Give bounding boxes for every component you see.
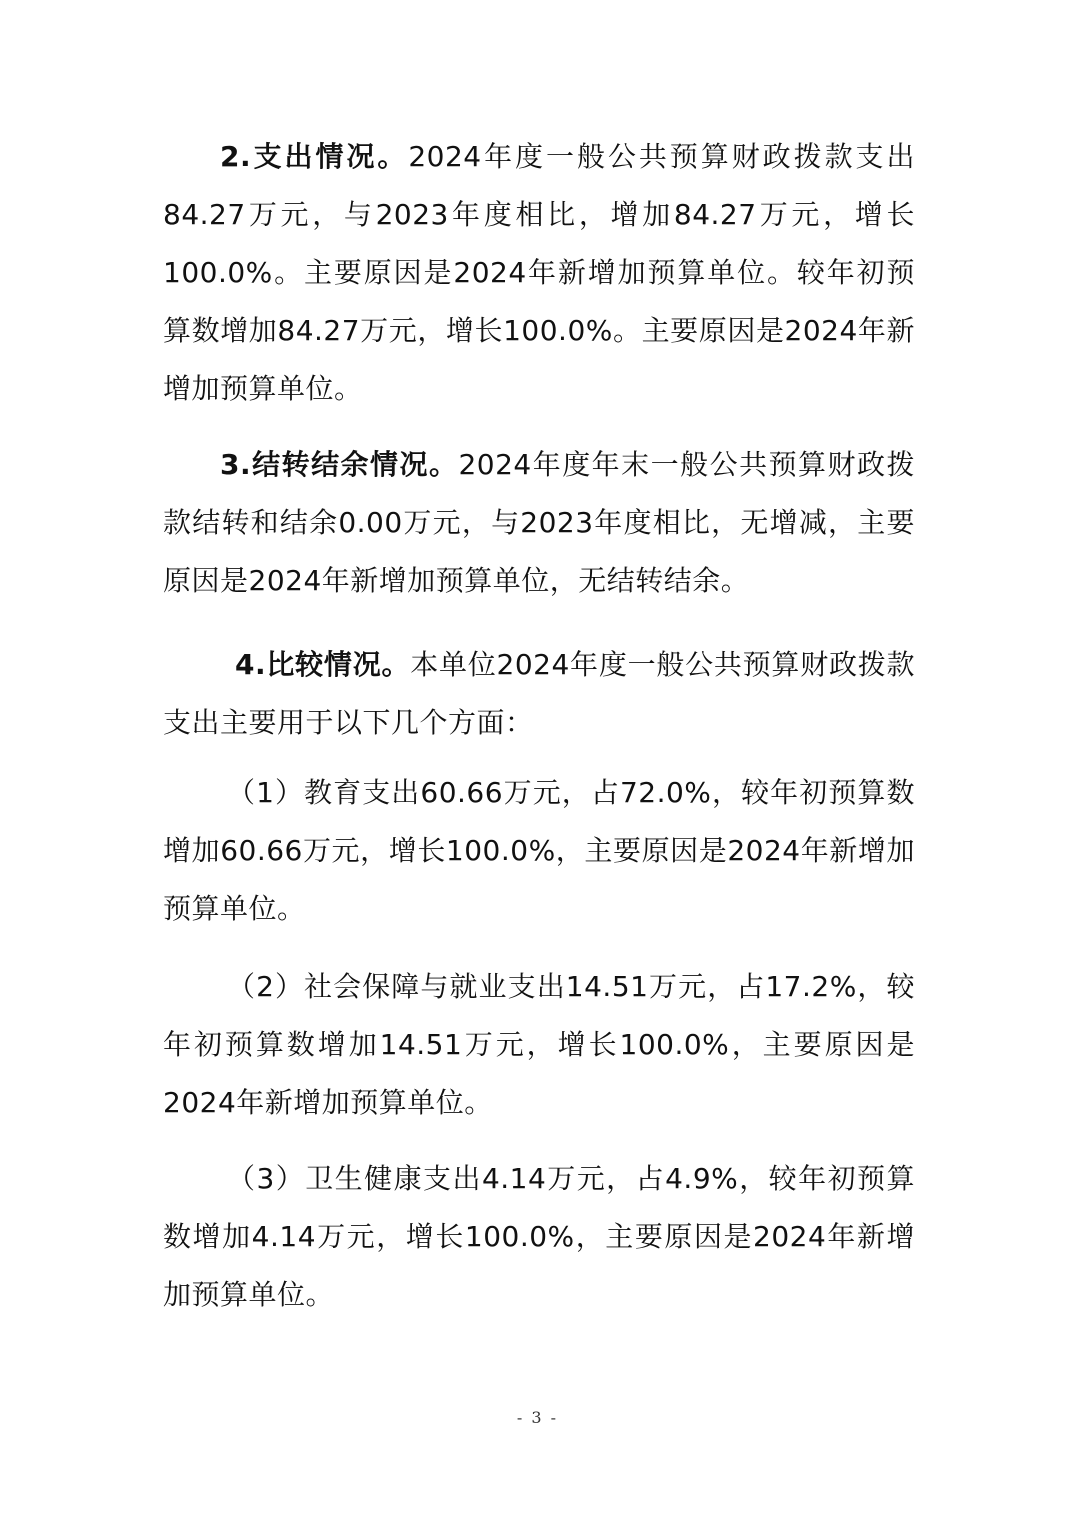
paragraph-item-health: （3）卫生健康支出4.14万元，占4.9%，较年初预算数增加4.14万元，增长100.0%，主要原因是2024年新增加预算单位。 (163, 1162, 915, 1311)
paragraph-carryover (163, 436, 915, 610)
paragraph-expenditure (163, 128, 915, 418)
paragraph-item-education: （1）教育支出60.66万元，占72.0%，较年初预算数增加60.66万元，增长100.0%，主要原因是2024年新增加预算单位。 (163, 776, 915, 925)
body-expenditure: 2024年度一般公共预算财政拨款支出84.27万元，与2023年度相比，增加84.27万元，增长100.0%。主要原因是2024年新增加预算单位。较年初预算数增加84.27万元，增长100.0%。主要原因是2024年新增加预算单位。 (163, 140, 915, 405)
body-carryover: 2024年度年末一般公共预算财政拨款结转和结余0.00万元，与2023年度相比，无增减，主要原因是2024年新增加预算单位，无结转结余。 (163, 448, 916, 597)
heading-expenditure: 2.支出情况。 (220, 140, 409, 173)
paragraph-item-social-security: （2）社会保障与就业支出14.51万元，占17.2%，较年初预算数增加14.51万元，增长100.0%，主要原因是2024年新增加预算单位。 (163, 970, 915, 1119)
heading-comparison: 4.比较情况。 (235, 648, 411, 681)
heading-carryover: 3.结转结余情况。 (220, 448, 459, 481)
paragraph-comparison (163, 636, 915, 752)
body-comparison: 本单位2024年度一般公共预算财政拨款支出主要用于以下几个方面： (163, 648, 916, 739)
page-number: - 3 - (516, 1408, 559, 1427)
